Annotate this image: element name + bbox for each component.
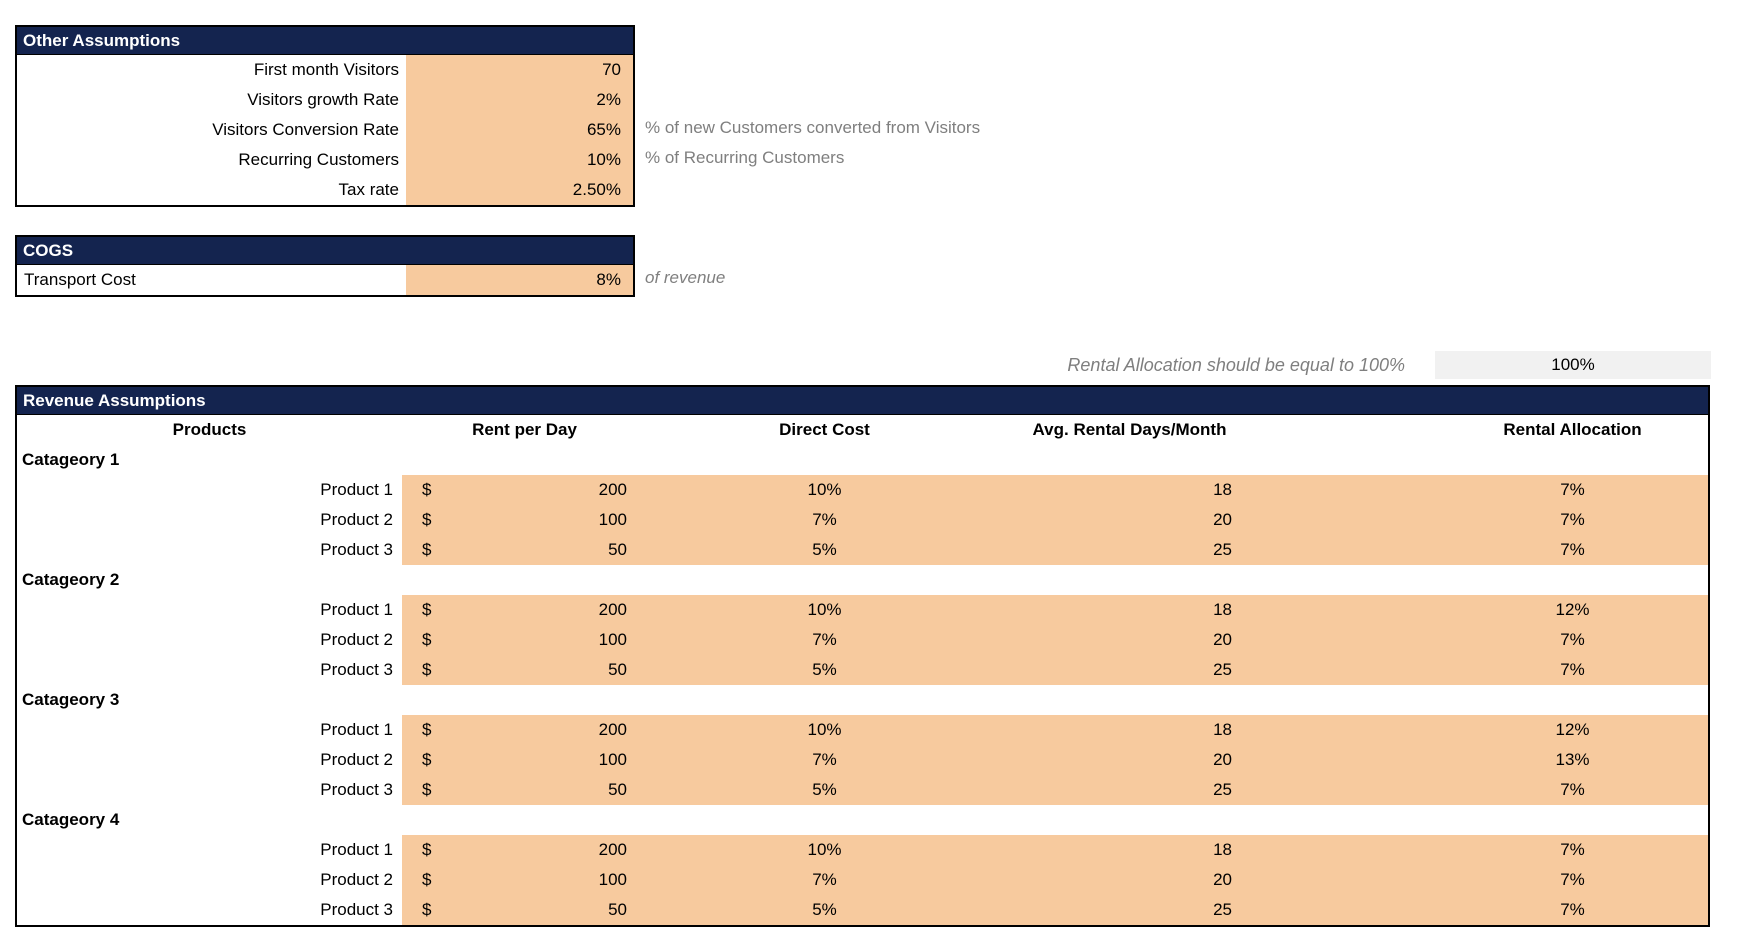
revenue-assumptions-table	[15, 385, 1710, 927]
rent-value: 200	[598, 600, 627, 619]
rent-value: 50	[608, 540, 627, 559]
row-label: Tax rate	[338, 180, 399, 199]
spacer-cell	[1257, 655, 1437, 685]
product-row	[17, 835, 1708, 865]
product-label: Product 2	[320, 870, 393, 889]
rent-per-day-cell[interactable]	[402, 625, 647, 655]
cogs-title: COGS	[17, 237, 633, 265]
currency-symbol: $	[422, 600, 432, 619]
currency-symbol: $	[422, 510, 432, 529]
rent-per-day-cell[interactable]	[402, 505, 647, 535]
currency-symbol: $	[422, 660, 432, 679]
direct-cost-cell[interactable]: 10%	[647, 715, 1002, 745]
product-row	[17, 505, 1708, 535]
spacer-cell	[1257, 895, 1437, 925]
rent-per-day-cell[interactable]	[402, 745, 647, 775]
rent-value: 50	[608, 900, 627, 919]
rental-allocation-cell[interactable]: 7%	[1437, 475, 1708, 505]
avg-rental-days-cell[interactable]: 25	[1002, 655, 1257, 685]
avg-rental-days-cell[interactable]: 20	[1002, 505, 1257, 535]
cell-note: % of new Customers converted from Visitors	[645, 118, 981, 137]
other-assumptions-table	[15, 25, 635, 207]
product-label: Product 3	[320, 900, 393, 919]
column-header-row	[17, 415, 1708, 445]
spacer-cell	[1257, 865, 1437, 895]
table-row	[17, 175, 633, 205]
product-label: Product 3	[320, 660, 393, 679]
direct-cost-cell[interactable]: 5%	[647, 655, 1002, 685]
product-row	[17, 715, 1708, 745]
input-cell[interactable]: 2%	[406, 85, 633, 115]
cell-note: of revenue	[645, 268, 726, 287]
row-label: First month Visitors	[253, 60, 399, 79]
product-label: Product 1	[320, 840, 393, 859]
allocation-total-cell: 100%	[1435, 351, 1711, 379]
product-row	[17, 745, 1708, 775]
direct-cost-cell[interactable]: 10%	[647, 835, 1002, 865]
product-label: Product 1	[320, 480, 393, 499]
input-cell[interactable]: 10%	[406, 145, 633, 175]
product-row	[17, 865, 1708, 895]
revenue-assumptions-title: Revenue Assumptions	[17, 387, 1708, 415]
direct-cost-cell[interactable]: 10%	[647, 595, 1002, 625]
rent-per-day-cell[interactable]	[402, 655, 647, 685]
direct-cost-cell[interactable]: 7%	[647, 865, 1002, 895]
input-cell[interactable]: 65%	[406, 115, 633, 145]
currency-symbol: $	[422, 840, 432, 859]
avg-rental-days-cell[interactable]: 18	[1002, 715, 1257, 745]
product-label: Product 2	[320, 630, 393, 649]
avg-rental-days-cell[interactable]: 20	[1002, 625, 1257, 655]
spacer-cell	[1257, 745, 1437, 775]
currency-symbol: $	[422, 630, 432, 649]
product-label: Product 2	[320, 510, 393, 529]
category-label: Catageory 1	[22, 450, 120, 469]
product-row	[17, 625, 1708, 655]
spacer-cell	[1257, 595, 1437, 625]
table-row	[17, 265, 633, 295]
currency-symbol: $	[422, 780, 432, 799]
column-header-rental-allocation: Rental Allocation	[1503, 420, 1642, 439]
product-row	[17, 775, 1708, 805]
category-row	[17, 805, 1708, 835]
column-header-direct-cost: Direct Cost	[779, 420, 870, 439]
currency-symbol: $	[422, 750, 432, 769]
product-label: Product 2	[320, 750, 393, 769]
row-label: Recurring Customers	[238, 150, 399, 169]
row-label: Visitors Conversion Rate	[212, 120, 399, 139]
product-label: Product 3	[320, 540, 393, 559]
spacer-cell	[1257, 505, 1437, 535]
rent-per-day-cell[interactable]	[402, 835, 647, 865]
avg-rental-days-cell[interactable]: 20	[1002, 865, 1257, 895]
other-assumptions-title: Other Assumptions	[17, 27, 633, 55]
rent-per-day-cell[interactable]	[402, 775, 647, 805]
rent-value: 200	[598, 480, 627, 499]
direct-cost-cell[interactable]: 10%	[647, 475, 1002, 505]
product-row	[17, 475, 1708, 505]
product-row	[17, 895, 1708, 925]
allocation-check-note: Rental Allocation should be equal to 100%	[1067, 355, 1405, 375]
avg-rental-days-cell[interactable]: 18	[1002, 595, 1257, 625]
avg-rental-days-cell[interactable]: 25	[1002, 535, 1257, 565]
product-row	[17, 535, 1708, 565]
rent-value: 100	[598, 630, 627, 649]
direct-cost-cell[interactable]: 5%	[647, 535, 1002, 565]
rent-per-day-cell[interactable]	[402, 595, 647, 625]
rent-value: 50	[608, 660, 627, 679]
spacer-cell	[1257, 535, 1437, 565]
spacer-cell	[1257, 715, 1437, 745]
rent-value: 200	[598, 720, 627, 739]
direct-cost-cell[interactable]: 7%	[647, 745, 1002, 775]
product-row	[17, 655, 1708, 685]
row-label: Transport Cost	[24, 270, 136, 289]
rent-value: 100	[598, 870, 627, 889]
column-header-avg-days: Avg. Rental Days/Month	[1032, 420, 1227, 439]
spacer-cell	[1257, 775, 1437, 805]
direct-cost-cell[interactable]: 5%	[647, 895, 1002, 925]
input-cell[interactable]: 70	[406, 55, 633, 85]
direct-cost-cell[interactable]: 5%	[647, 775, 1002, 805]
currency-symbol: $	[422, 540, 432, 559]
rent-value: 200	[598, 840, 627, 859]
column-header-products: Products	[172, 420, 247, 439]
product-label: Product 3	[320, 780, 393, 799]
rental-allocation-cell[interactable]: 7%	[1437, 535, 1708, 565]
category-row	[17, 445, 1708, 475]
rental-allocation-cell[interactable]: 12%	[1437, 715, 1708, 745]
rent-per-day-cell[interactable]	[402, 475, 647, 505]
currency-symbol: $	[422, 900, 432, 919]
avg-rental-days-cell[interactable]: 18	[1002, 475, 1257, 505]
cell-note: % of Recurring Customers	[645, 148, 845, 167]
rental-allocation-cell[interactable]: 7%	[1437, 625, 1708, 655]
input-cell[interactable]: 8%	[406, 265, 633, 295]
rental-allocation-cell[interactable]: 13%	[1437, 745, 1708, 775]
column-header-rent: Rent per Day	[472, 420, 577, 439]
rental-allocation-cell[interactable]: 7%	[1437, 895, 1708, 925]
avg-rental-days-cell[interactable]: 20	[1002, 745, 1257, 775]
category-label: Catageory 4	[22, 810, 120, 829]
avg-rental-days-cell[interactable]: 18	[1002, 835, 1257, 865]
rental-allocation-cell[interactable]: 12%	[1437, 595, 1708, 625]
product-label: Product 1	[320, 720, 393, 739]
avg-rental-days-cell[interactable]: 25	[1002, 895, 1257, 925]
category-label: Catageory 3	[22, 690, 120, 709]
rental-allocation-cell[interactable]: 7%	[1437, 865, 1708, 895]
spacer-cell	[1257, 475, 1437, 505]
product-label: Product 1	[320, 600, 393, 619]
currency-symbol: $	[422, 480, 432, 499]
spacer-cell	[1257, 415, 1437, 445]
currency-symbol: $	[422, 720, 432, 739]
rent-value: 50	[608, 780, 627, 799]
table-row	[17, 115, 633, 145]
category-label: Catageory 2	[22, 570, 120, 589]
direct-cost-cell[interactable]: 7%	[647, 505, 1002, 535]
input-cell[interactable]: 2.50%	[406, 175, 633, 205]
rent-per-day-cell[interactable]	[402, 715, 647, 745]
row-label: Visitors growth Rate	[247, 90, 399, 109]
table-row	[17, 85, 633, 115]
rental-allocation-cell[interactable]: 7%	[1437, 505, 1708, 535]
table-row	[17, 55, 633, 85]
rent-value: 100	[598, 750, 627, 769]
category-row	[17, 685, 1708, 715]
rent-per-day-cell[interactable]	[402, 895, 647, 925]
category-row	[17, 565, 1708, 595]
rent-per-day-cell[interactable]	[402, 865, 647, 895]
avg-rental-days-cell[interactable]: 25	[1002, 775, 1257, 805]
product-row	[17, 595, 1708, 625]
spacer-cell	[1257, 835, 1437, 865]
spacer-cell	[1257, 625, 1437, 655]
rental-allocation-cell[interactable]: 7%	[1437, 775, 1708, 805]
cogs-table	[15, 235, 635, 297]
currency-symbol: $	[422, 870, 432, 889]
direct-cost-cell[interactable]: 7%	[647, 625, 1002, 655]
rental-allocation-cell[interactable]: 7%	[1437, 655, 1708, 685]
rental-allocation-cell[interactable]: 7%	[1437, 835, 1708, 865]
rent-value: 100	[598, 510, 627, 529]
table-row	[17, 145, 633, 175]
rent-per-day-cell[interactable]	[402, 535, 647, 565]
